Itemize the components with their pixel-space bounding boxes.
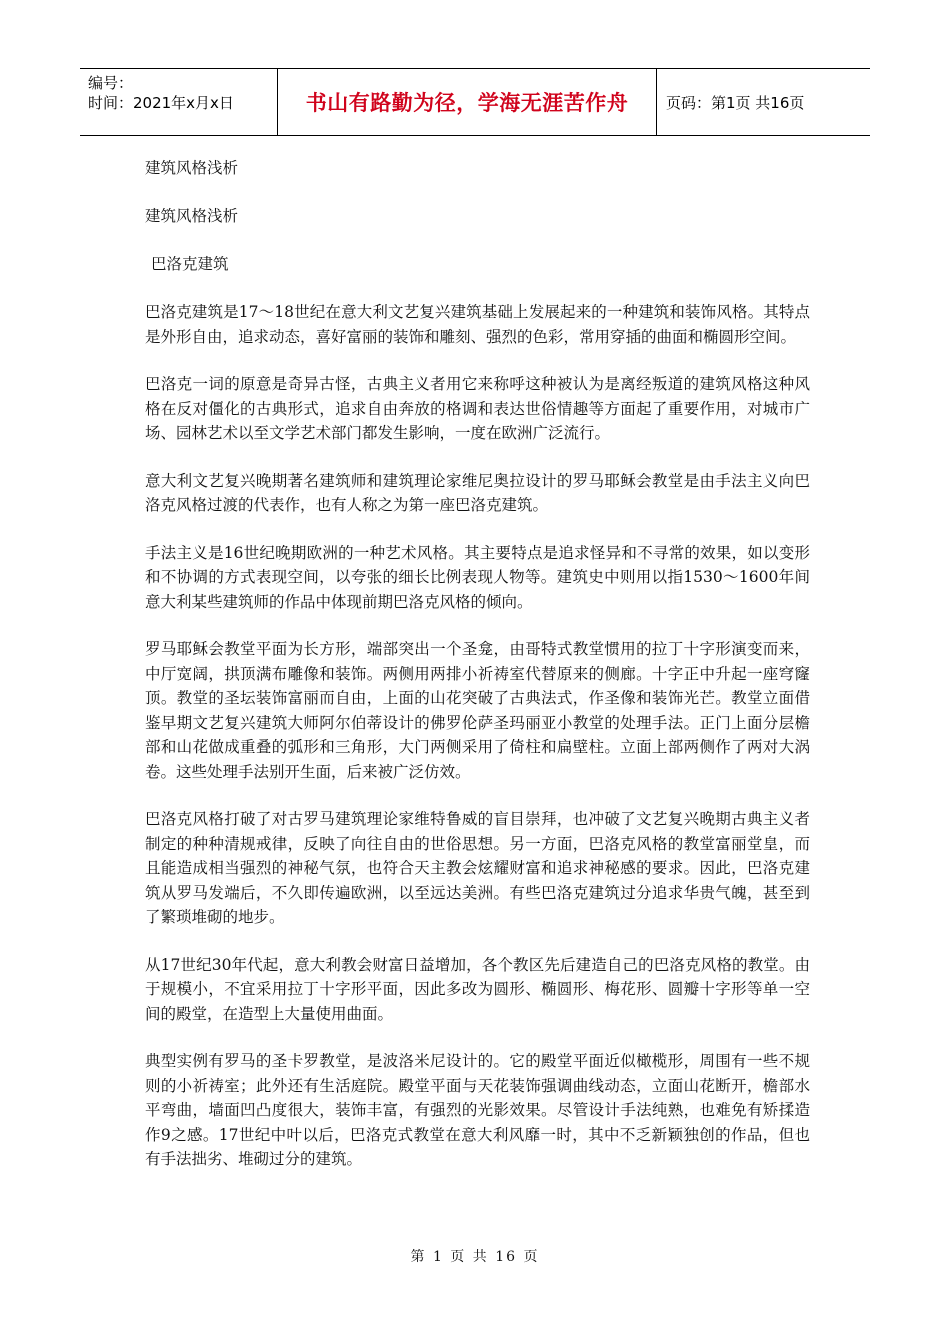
document-number-label: 编号：	[88, 74, 134, 92]
document-body	[145, 156, 810, 1195]
paragraph: 典型实例有罗马的圣卡罗教堂，是波洛米尼设计的。它的殿堂平面近似橄榄形，周围有一些不规则的小祈祷室；此外还有生活庭院。殿堂平面与天花装饰强调曲线动态，立面山花断开，檐部水平弯曲，墙面凹凸度很大，装饰丰富，有强烈的光影效果。尽管设计手法纯熟，也难免有矫揉造作9之感。17世纪中叶以后，巴洛克式教堂在意大利风靡一时，其中不乏新颖独创的作品，但也有手法拙劣、堆砌过分的建筑。	[145, 1052, 810, 1168]
document-subtitle: 建筑风格浅析	[145, 207, 239, 225]
header-motto: 书山有路勤为径，学海无涯苦作舟	[305, 91, 629, 115]
paragraph: 意大利文艺复兴晚期著名建筑师和建筑理论家维尼奥拉设计的罗马耶稣会教堂是由手法主义向巴洛克风格过渡的代表作，也有人称之为第一座巴洛克建筑。	[145, 471, 810, 514]
section-heading: 巴洛克建筑	[151, 255, 229, 273]
document-date-label: 时间：2021年x月x日	[88, 94, 234, 112]
paragraph: 巴洛克风格打破了对古罗马建筑理论家维特鲁威的盲目崇拜，也冲破了文艺复兴晚期古典主义者制定的种种清规戒律，反映了向往自由的世俗思想。另一方面，巴洛克风格的教堂富丽堂皇，而且能造成相当强烈的神秘气氛，也符合天主教会炫耀财富和追求神秘感的要求。因此，巴洛克建筑从罗马发端后，不久即传遍欧洲，以至远达美洲。有些巴洛克建筑过分追求华贵气魄，甚至到了繁琐堆砌的地步。	[145, 810, 810, 926]
paragraph: 从17世纪30年代起，意大利教会财富日益增加，各个教区先后建造自己的巴洛克风格的教堂。由于规模小，不宜采用拉丁十字形平面，因此多改为圆形、椭圆形、梅花形、圆瓣十字形等单一空间的殿堂，在造型上大量使用曲面。	[145, 955, 810, 1023]
paragraph: 巴洛克一词的原意是奇异古怪，古典主义者用它来称呼这种被认为是离经叛道的建筑风格这种风格在反对僵化的古典形式，追求自由奔放的格调和表达世俗情趣等方面起了重要作用，对城市广场、园林艺术以至文学艺术部门都发生影响，一度在欧洲广泛流行。	[145, 375, 810, 442]
document-title: 建筑风格浅析	[145, 159, 239, 177]
page-header	[80, 68, 870, 136]
header-meta	[88, 73, 234, 113]
page-footer: 第 1 页 共 16 页	[410, 1249, 540, 1265]
paragraph: 罗马耶稣会教堂平面为长方形，端部突出一个圣龛，由哥特式教堂惯用的拉丁十字形演变而来，中厅宽阔，拱顶满布雕像和装饰。两侧用两排小祈祷室代替原来的侧廊。十字正中升起一座穹窿顶。教堂的圣坛装饰富丽而自由，上面的山花突破了古典法式，作圣像和装饰光芒。教堂立面借鉴早期文艺复兴建筑大师阿尔伯蒂设计的佛罗伦萨圣玛丽亚小教堂的处理手法。正门上面分层檐部和山花做成重叠的弧形和三角形，大门两侧采用了倚柱和扁壁柱。立面上部两侧作了两对大涡卷。这些处理手法别开生面，后来被广泛仿效。	[145, 640, 810, 781]
header-page-info: 页码：第1页 共16页	[666, 93, 805, 112]
header-divider	[656, 69, 657, 135]
paragraph: 手法主义是16世纪晚期欧洲的一种艺术风格。其主要特点是追求怪异和不寻常的效果，如以变形和不协调的方式表现空间，以夸张的细长比例表现人物等。建筑史中则用以指1530～1600年间意大利某些建筑师的作品中体现前期巴洛克风格的倾向。	[145, 543, 810, 611]
paragraph: 巴洛克建筑是17～18世纪在意大利文艺复兴建筑基础上发展起来的一种建筑和装饰风格。其特点是外形自由，追求动态，喜好富丽的装饰和雕刻、强烈的色彩，常用穿插的曲面和椭圆形空间。	[145, 303, 810, 346]
